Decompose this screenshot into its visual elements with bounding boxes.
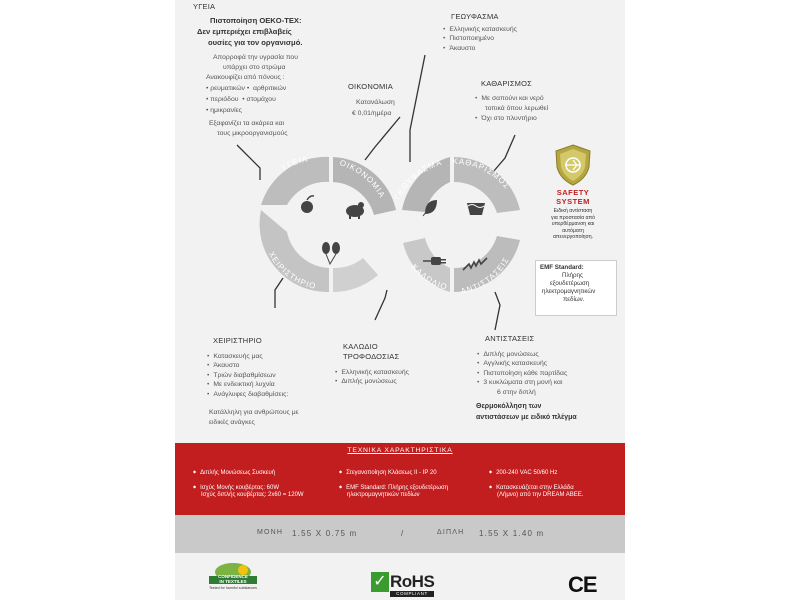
list-item: • Πιστοποιημένο — [443, 34, 517, 43]
health-pain-3: • ημικρανίες — [206, 107, 242, 114]
economy-line-1: Κατανάλωση — [356, 99, 395, 106]
dimension-separator: / — [401, 529, 405, 538]
safety-description: Ειδική αντίσταση για προστασία από υπερθέρμανση και αυτόματη απενεργοποίηση. — [550, 208, 596, 241]
spec-c2r1: ◆ Στεγανοποίηση Κλάσεως ΙΙ - IP 20 — [339, 467, 437, 478]
list-item: • Διπλής μονώσεως — [477, 350, 567, 359]
list-item: • Όχι στο πλυντήριο — [475, 114, 537, 123]
spec-c2r2a: ◆ EMF Standard: Πλήρης εξουδετέρωση — [339, 482, 448, 493]
health-cert-3: ουσίες για τον οργανισμό. — [208, 38, 303, 47]
single-value: 1.55 Χ 0.75 m — [292, 529, 358, 538]
list-item: • Διπλής μονώσεως — [335, 377, 409, 386]
single-label: ΜΟΝΗ — [257, 529, 284, 536]
list-item: • 3 κυκλώματα στη μονή και — [477, 378, 567, 387]
economy-title: ΟΙΚΟΝΟΜΙΑ — [348, 82, 393, 91]
dimensions-band — [175, 515, 625, 553]
health-text-1: Απορροφά την υγρασία που — [213, 54, 298, 61]
cable-list — [335, 368, 409, 387]
apple-icon — [301, 196, 314, 213]
list-item: • Πιστοποίηση κάθε παρτίδας — [477, 369, 567, 378]
ce-mark: CE — [568, 572, 597, 597]
resistors-bold-1: Θερμοκόλληση των — [476, 403, 542, 410]
spec-c1r2b: Ισχύς διπλής κουβέρτας: 2x60 = 120W — [201, 492, 304, 498]
health-title: ΥΓΕΙΑ — [193, 2, 216, 11]
emf-box: EMF Standard: Πλήρης εξουδετέρωση ηλεκτρομαγνητικών πεδίων. — [535, 260, 617, 316]
list-item: • Με ενδεικτική λυχνία — [207, 380, 288, 389]
specs-title: ΤΕΧΝΙΚΑ ΧΑΡΑΚΤΗΡΙΣΤΙΚΑ — [347, 447, 453, 454]
seg-health-label: ΥΓΕΙΑ — [279, 154, 309, 173]
seg-cleaning-label: ΚΑΘΑΡΙΣΜΟΣ — [452, 156, 512, 192]
geotextile-title: ΓΕΩΥΦΑΣΜΑ — [451, 12, 499, 21]
list-item: • Άκαυστο — [207, 361, 288, 370]
safety-title: SAFETY SYSTEM — [556, 188, 590, 206]
health-cert-1: Πιστοποίηση OEKO-TEX: — [210, 16, 302, 25]
resistors-list — [477, 350, 567, 388]
economy-line-2: € 0,01/ημέρα — [352, 110, 392, 117]
list-item: • Ελληνικής κατασκευής — [443, 25, 517, 34]
controller-list — [207, 352, 288, 399]
list-item: • Ανάγλυφες διαβαθμίσεις: — [207, 390, 288, 399]
product-sheet — [175, 0, 625, 600]
cable-title-1: ΚΑΛΩΔΙΟ — [343, 342, 378, 351]
double-label: ΔΙΠΛΗ — [437, 529, 465, 536]
check-icon: ✓ — [371, 572, 389, 592]
list-item: • Αγγλικής κατασκευής — [477, 359, 567, 368]
seg-cable-label: ΚΑΛΩΔΙΟ — [409, 262, 449, 292]
specs-band — [175, 443, 625, 515]
oeko-tex-logo: CONFIDENCE IN TEXTILES Tested for harmful substances — [205, 562, 261, 598]
double-value: 1.55 Χ 1.40 m — [479, 529, 545, 538]
health-text-2: υπάρχει στο στρώμα — [223, 64, 286, 71]
piggy-bank-icon — [346, 202, 364, 219]
seg-controller-label: ΧΕΙΡΙΣΤΗΡΙΟ — [266, 250, 318, 291]
spec-c1r2a: ◆ Ισχύς Μονής κουβέρτας: 60W — [193, 482, 279, 493]
spec-c3r2a: ◆ Κατασκευάζεται στην Ελλάδα — [489, 482, 574, 493]
resistors-title: ΑΝΤΙΣΤΑΣΕΙΣ — [485, 334, 535, 343]
health-cert-2: Δεν εμπεριέχει επιβλαβείς — [197, 27, 292, 36]
cable-title-2: ΤΡΟΦΟΔΟΣΙΑΣ — [343, 352, 400, 361]
health-pain-2: • περιόδου • στομάχου — [206, 96, 276, 103]
list-item: • Ελληνικής κατασκευής — [335, 368, 409, 377]
electrodes-icon — [322, 242, 340, 264]
resistors-bold-2: αντιστάσεων με ειδικό πλέγμα — [476, 414, 577, 421]
rohs-logo: ✓ RoHS COMPLIANT — [371, 572, 437, 598]
list-item: • Άκαυστο — [443, 44, 517, 53]
controller-title: ΧΕΙΡΙΣΤΗΡΙΟ — [213, 336, 262, 345]
list-item: • Με σαπούνι και νερό — [475, 94, 544, 103]
spec-c2r2b: ηλεκτρομαγνητικών πεδίων — [347, 492, 420, 498]
controller-extra-2: ειδικές ανάγκες — [209, 419, 255, 426]
health-text-4: Εξαφανίζει τα ακάρεα και — [209, 120, 285, 127]
spec-c1r1: ◆ Διπλής Μονώσεως Συσκευή — [193, 467, 275, 478]
controller-extra-1: Κατάλληλη για ανθρώπους με — [209, 409, 299, 416]
health-pain-1: • ρευματικών • αρθριτικών — [206, 85, 287, 92]
list-item: • Τριών διαβαθμίσεων — [207, 371, 288, 380]
spec-c3r2b: (Λήμνο) από την DREAM ABEE. — [497, 492, 584, 498]
resistors-extra: 6 στην διπλή — [497, 389, 536, 396]
health-text-5: τους μικροοργανισμούς — [217, 130, 288, 137]
seg-economy-label: ΟΙΚΟΝΟΜΙΑ — [338, 158, 388, 200]
seg-resistors-label: ΑΝΤΙΣΤΑΣΕΙΣ — [459, 255, 512, 296]
health-text-3: Ανακουφίζει από πόνους : — [206, 74, 285, 81]
wash-icon — [467, 203, 485, 215]
seg-geotextile-label: ΓΕΩΥΦΑΣΜΑ — [392, 157, 444, 201]
spec-c3r1: ◆ 200-240 VAC 50/60 Hz — [489, 467, 557, 478]
cleaning-title: ΚΑΘΑΡΙΣΜΟΣ — [481, 79, 532, 88]
list-item: • Κατασκευής μας — [207, 352, 288, 361]
cleaning-item-1-cont: τοπικά όπου λερωθεί — [485, 105, 549, 112]
